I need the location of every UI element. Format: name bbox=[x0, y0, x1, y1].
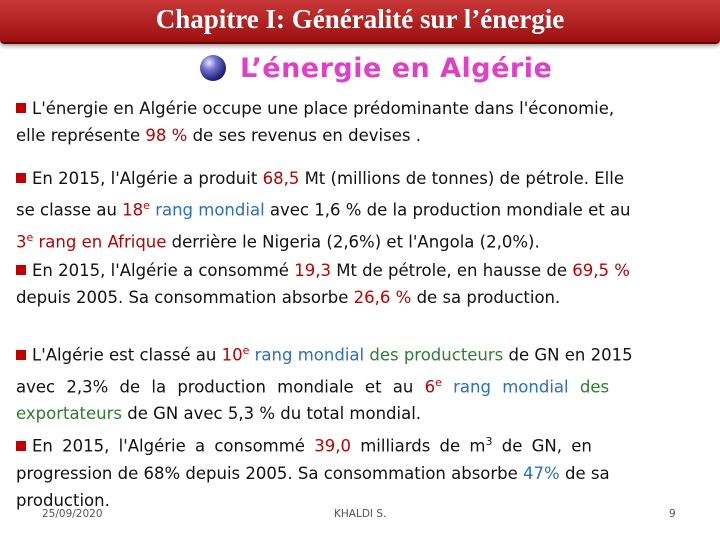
footer-author: KHALDI S. bbox=[334, 508, 387, 520]
square-bullet-icon bbox=[16, 173, 26, 183]
paragraph-3-line-2: depuis 2005. Sa consommation absorbe 26,6 % de sa production. bbox=[16, 288, 561, 307]
paragraph-5-line-2: progression de 68% depuis 2005. Sa consommation absorbe 47% de sa bbox=[16, 463, 610, 483]
section-heading-text: L’énergie en Algérie bbox=[240, 52, 553, 84]
paragraph-2-line-3: 3e rang en Afrique derrière le Nigeria (2,6%) et l'Angola (2,0%). bbox=[16, 230, 540, 251]
paragraph-5-line-1: En 2015, l'Algérie a consommé 39,0 milliards de $m^3$ de GN, en bbox=[16, 428, 696, 460]
paragraph-4 bbox=[16, 337, 696, 427]
square-bullet-icon bbox=[16, 103, 26, 113]
square-bullet-icon bbox=[16, 350, 26, 360]
paragraph-1-line-2: elle représente 98 % de ses revenus en devises . bbox=[16, 126, 421, 145]
square-bullet-icon bbox=[16, 265, 26, 275]
paragraph-2-line-1: En 2015, l'Algérie a produit 68,5 Mt (millions de tonnes) de pétrole. Elle bbox=[16, 165, 696, 192]
paragraph-1-line-1: L'énergie en Algérie occupe une place prédominante dans l'économie, bbox=[16, 95, 696, 122]
paragraph-3-line-1: En 2015, l'Algérie a consommé 19,3 Mt de pétrole, en hausse de 69,5 % bbox=[16, 257, 696, 284]
slide-title: Chapitre I: Généralité sur l’énergie bbox=[155, 4, 565, 34]
paragraph-4-line-2: avec 2,3% de la production mondiale et au 6e rang mondial des bbox=[16, 375, 610, 396]
paragraph-4-line-3: exportateurs de GN avec 5,3 % du total mondial. bbox=[16, 404, 422, 423]
paragraph-2-line-2: se classe au 18e rang mondial avec 1,6 % de la production mondiale et au bbox=[16, 199, 631, 220]
footer-page-number: 9 bbox=[669, 508, 676, 520]
paragraph-1 bbox=[16, 95, 696, 149]
footer-date: 25/09/2020 bbox=[42, 508, 103, 520]
paragraph-5-line-3: production. bbox=[16, 490, 110, 510]
paragraph-2 bbox=[16, 165, 696, 255]
sphere-bullet-icon bbox=[200, 55, 226, 81]
square-bullet-icon bbox=[16, 441, 26, 451]
paragraph-4-line-1: L'Algérie est classé au 10e rang mondial des producteurs de GN en 2015 bbox=[16, 337, 696, 369]
paragraph-3 bbox=[16, 257, 696, 311]
paragraph-5 bbox=[16, 428, 696, 514]
section-heading bbox=[200, 50, 552, 86]
